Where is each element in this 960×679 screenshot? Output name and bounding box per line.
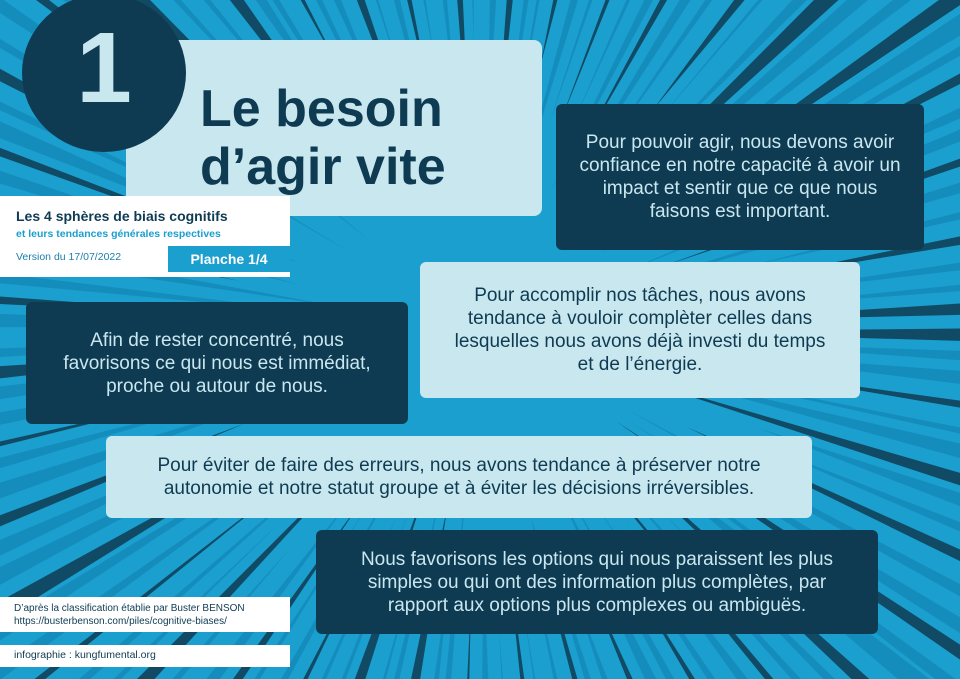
card-confiance: Pour pouvoir agir, nous devons avoir confiance en notre capacité à avoir un impact et sentir que ce que nous faisons est important. xyxy=(556,104,924,250)
card-taches: Pour accomplir nos tâches, nous avons tendance à vouloir complèter celles dans lesquelles nous avons déjà investi du temps et de l’énergie. xyxy=(420,262,860,398)
series-subheading: et leurs tendances générales respectives xyxy=(16,228,221,240)
version-date: Version du 17/07/2022 xyxy=(16,251,122,263)
card-options: Nous favorisons les options qui nous paraissent les plus simples ou qui ont des information plus complètes, par rapport aux options plus complexes ou ambiguës. xyxy=(316,530,878,634)
sphere-number: 1 xyxy=(76,12,132,124)
series-heading: Les 4 sphères de biais cognitifs xyxy=(16,208,228,224)
card-erreurs: Pour éviter de faire des erreurs, nous avons tendance à préserver notre autonomie et notre statut groupe et à éviter les décisions irréversibles. xyxy=(106,436,812,518)
source-credit xyxy=(0,597,290,632)
planche-badge: Planche 1/4 xyxy=(168,246,290,272)
source-url[interactable]: https://busterbenson.com/piles/cognitive-biases/ xyxy=(14,616,227,627)
source-text: D’après la classification établie par Buster BENSON xyxy=(14,603,245,614)
title-panel xyxy=(126,40,542,216)
card-concentre: Afin de rester concentré, nous favorisons ce qui nous est immédiat, proche ou autour de nous. xyxy=(26,302,408,424)
title-line-1: Le besoin xyxy=(200,80,443,138)
series-info-panel xyxy=(0,196,290,277)
sphere-number-badge xyxy=(22,0,186,152)
title-line-2: d’agir vite xyxy=(200,138,446,196)
infographic-credit: infographie : kungfumental.org xyxy=(0,645,290,667)
page-title xyxy=(200,80,446,196)
